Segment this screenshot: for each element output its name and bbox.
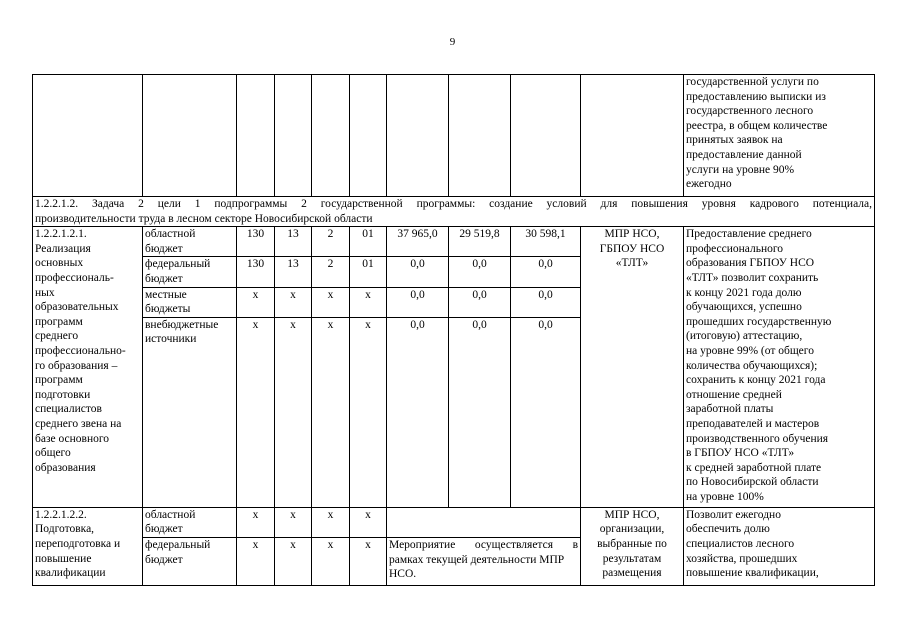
rz-code: 13 (275, 227, 312, 257)
funding-source: областной бюджет (143, 507, 237, 537)
task-heading-row (33, 197, 875, 227)
measure1-row-regional (33, 227, 875, 257)
measure1-executor: МПР НСО, ГБПОУ НСО «ТЛТ» (581, 227, 684, 508)
note-cell-top (387, 507, 581, 537)
amount-year2: 0,0 (449, 257, 511, 287)
pr-code: 2 (312, 257, 350, 287)
grbs-code: 130 (237, 257, 275, 287)
pr-code: х (312, 537, 350, 585)
measure2-row-regional (33, 507, 875, 537)
amount-year3: 0,0 (511, 317, 581, 507)
empty-cell (449, 75, 511, 197)
grbs-code: 130 (237, 227, 275, 257)
amount-year1: 0,0 (387, 317, 449, 507)
csr-code: х (350, 537, 387, 585)
empty-cell (387, 75, 449, 197)
empty-cell (275, 75, 312, 197)
amount-year3: 0,0 (511, 257, 581, 287)
rz-code: 13 (275, 257, 312, 287)
amount-year2: 29 519,8 (449, 227, 511, 257)
measure2-name: 1.2.2.1.2.2. Подготовка, переподготовка и повышение квалификации (33, 507, 143, 585)
funding-source: федеральный бюджет (143, 257, 237, 287)
empty-cell (350, 75, 387, 197)
csr-code: 01 (350, 227, 387, 257)
csr-code: х (350, 287, 387, 317)
funding-source: внебюджетные источники (143, 317, 237, 507)
rz-code: х (275, 537, 312, 585)
continuation-row (33, 75, 875, 197)
measure1-name: 1.2.2.1.2.1. Реализация основных профессиональ- ных образовательных программ среднего профессионально- го образования – программ подготовки специалистов среднего звена на базе основного общего образования (33, 227, 143, 508)
pr-code: х (312, 317, 350, 507)
amount-year1: 0,0 (387, 257, 449, 287)
grbs-code: х (237, 507, 275, 537)
funding-source: местные бюджеты (143, 287, 237, 317)
empty-cell (33, 75, 143, 197)
amount-year2: 0,0 (449, 317, 511, 507)
grbs-code: х (237, 317, 275, 507)
pr-code: 2 (312, 227, 350, 257)
empty-cell (312, 75, 350, 197)
program-table (32, 74, 875, 586)
rz-code: х (275, 287, 312, 317)
rz-code: х (275, 507, 312, 537)
empty-cell (511, 75, 581, 197)
task-heading-line2: производительности труда в лесном секторе Новосибирской области (35, 212, 373, 225)
expected-result-continued: государственной услуги по предоставлению выписки из государственного лесного реестра, в общем количестве принятых заявок на предоставление данной услуги на уровне 90% ежегодно (684, 75, 875, 197)
pr-code: х (312, 287, 350, 317)
task-heading-line1: 1.2.2.1.2. Задача 2 цели 1 подпрограммы 2 государственной программы: создание условий для повышения уровня кадрового потенциала, (35, 198, 872, 210)
task-heading (33, 197, 875, 227)
csr-code: х (350, 317, 387, 507)
funding-source: федеральный бюджет (143, 537, 237, 585)
empty-cell (143, 75, 237, 197)
pr-code: х (312, 507, 350, 537)
csr-code: х (350, 507, 387, 537)
amount-year3: 30 598,1 (511, 227, 581, 257)
empty-cell (581, 75, 684, 197)
amount-year1: 37 965,0 (387, 227, 449, 257)
grbs-code: х (237, 537, 275, 585)
amount-year1: 0,0 (387, 287, 449, 317)
amount-year2: 0,0 (449, 287, 511, 317)
empty-cell (237, 75, 275, 197)
csr-code: 01 (350, 257, 387, 287)
measure2-executor: МПР НСО, организации, выбранные по результатам размещения (581, 507, 684, 585)
amount-year3: 0,0 (511, 287, 581, 317)
activity-note-line1: Мероприятие осуществляется в (389, 538, 578, 551)
rz-code: х (275, 317, 312, 507)
activity-note (387, 537, 581, 585)
measure2-expected-result: Позволит ежегодно обеспечить долю специалистов лесного хозяйства, прошедших повышение квалификации, (684, 507, 875, 585)
measure1-expected-result: Предоставление среднего профессионального образования ГБПОУ НСО «ТЛТ» позволит сохранить к концу 2021 года долю обучающихся, успешно прошедших государственную (итоговую) аттестацию, на уровне 99% (от общего количества обучающихся); сохранить к концу 2021 года отношение средней заработной платы преподавателей и мастеров производственного обучения в ГБПОУ НСО «ТЛТ» к средней заработной плате по Новосибирской области на уровне 100% (684, 227, 875, 508)
activity-note-line2: рамках текущей деятельности МПР НСО. (389, 553, 565, 581)
page-number: 9 (449, 36, 456, 48)
funding-source: областной бюджет (143, 227, 237, 257)
grbs-code: х (237, 287, 275, 317)
